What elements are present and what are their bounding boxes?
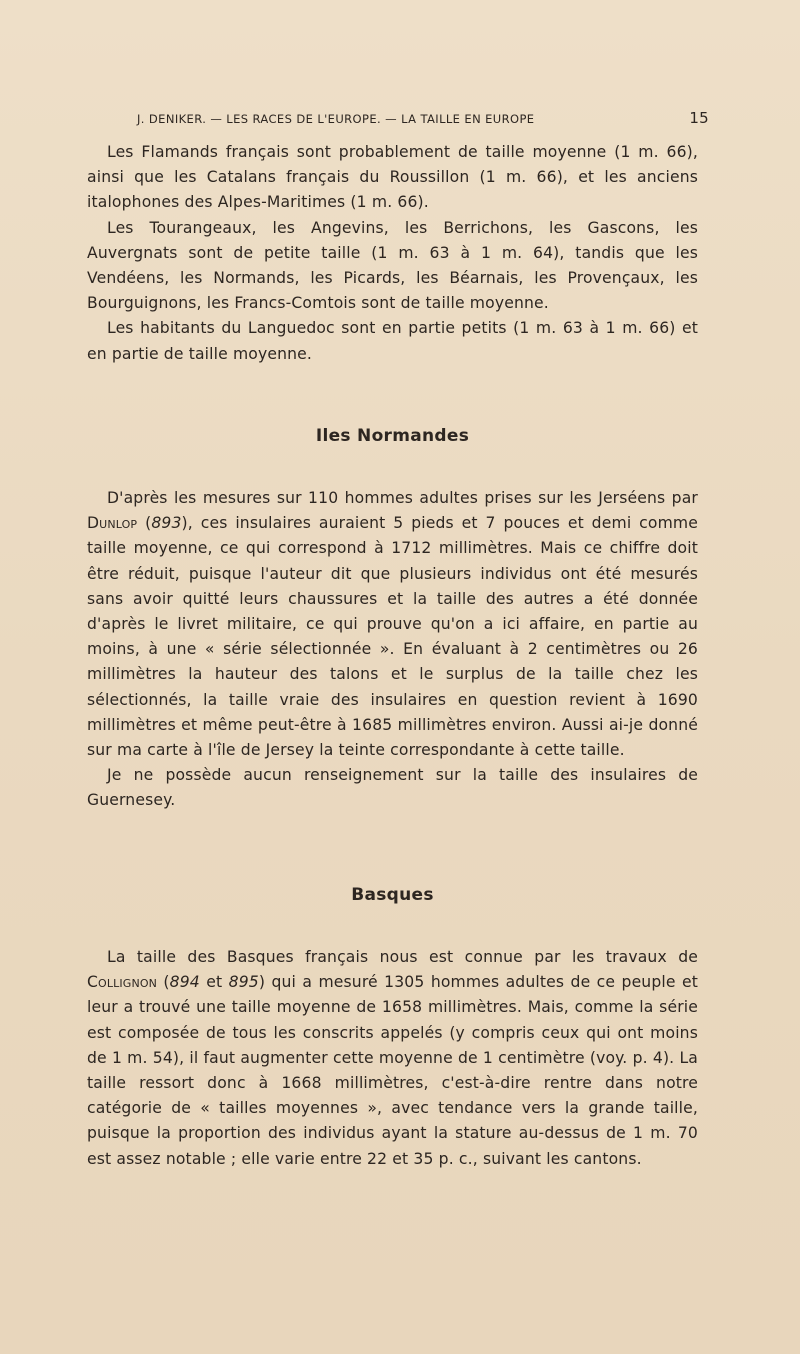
bibliography-reference: 894 — [169, 973, 200, 992]
paragraph-basques — [87, 945, 698, 1172]
author-name: Collignon — [87, 973, 158, 992]
text-run: ( — [157, 973, 170, 992]
section-basques — [87, 885, 698, 905]
running-title: J. DENIKER. — LES RACES DE L'EUROPE. — LA TAILLE EN EUROPE — [137, 112, 535, 126]
section-iles-normandes — [87, 426, 698, 446]
paragraph-tourangeaux: Les Tourangeaux, les Angevins, les Berrichons, les Gascons, les Auvergnats sont de petite taille (1 m. 63 à 1 m. 64), tandis que les Vendéens, les Normands, les Picards, les Béarnais, les Provençaux, les Bourguignons, les Francs-Comtois sont de taille moyenne. — [87, 218, 698, 313]
page-number: 15 — [689, 109, 709, 127]
text-run: ) qui a mesuré 1305 hommes adultes de ce peuple et leur a trouvé une taille moyenne de 1658 millimètres. Mais, comme la série est composée de tous les conscrits appelés (y compris ceux qui ont moins de 1 m. 54), il faut augmenter cette moyenne de 1 centimètre (voy. p. 4). La taille ressort donc à 1668 millimètres, c'est-à-dire rentre dans notre catégorie de « tailles moyennes », avec tendance vers la grande taille, puisque la proportion des individus ayant la stature au-dessus de 1 m. 70 est assez notable ; elle varie entre 22 et 35 p. c., suivant les cantons. — [87, 973, 698, 1168]
section-heading: Iles Normandes — [315, 426, 470, 446]
paragraph-flamands: Les Flamands français sont probablement de taille moyenne (1 m. 66), ainsi que les Catalans français du Roussillon (1 m. 66), et les anciens italophones des Alpes-Maritimes (1 m. 66). — [87, 143, 698, 212]
intro-block — [87, 140, 698, 367]
paragraph-jersey — [87, 486, 698, 763]
section-basques-body — [87, 945, 698, 1172]
text-run: D'après les mesures sur 110 hommes adultes prises sur les Jerséens par — [107, 489, 698, 507]
bibliography-reference: 893 — [151, 514, 182, 533]
section-iles-normandes-body — [87, 486, 698, 814]
paragraph-languedoc: Les habitants du Languedoc sont en partie petits (1 m. 63 à 1 m. 66) et en partie de taille moyenne. — [87, 319, 698, 363]
text-run: ( — [137, 514, 152, 533]
bibliography-reference: 895 — [228, 973, 259, 992]
author-name: Dunlop — [87, 514, 138, 533]
paragraph-guernesey: Je ne possède aucun renseignement sur la taille des insulaires de Guernesey. — [87, 766, 698, 810]
text-run: et — [199, 973, 229, 992]
text-run: La taille des Basques français nous est connue par les travaux de — [107, 948, 698, 966]
section-heading: Basques — [351, 885, 434, 905]
text-run: ), ces insulaires auraient 5 pieds et 7 pouces et demi comme taille moyenne, ce qui correspond à 1712 millimètres. Mais ce chiffre doit être réduit, puisque l'auteur dit que plusieurs individus ont été mesurés sans avoir quitté leurs chaussures et la taille des autres a été donnée d'après le livret militaire, ce qui prouve qu'on a ici affaire, en partie au moins, à une « série sélectionnée ». En évaluant à 2 centimètres ou 26 millimètres la hauteur des talons et le surplus de la taille chez les sélectionnés, la taille vraie des insulaires en question revient à 1690 millimètres et même peut-être à 1685 millimètres environ. Aussi ai-je donné sur ma carte à l'île de Jersey la teinte correspondante à cette taille. — [87, 514, 698, 760]
running-header — [137, 109, 709, 127]
